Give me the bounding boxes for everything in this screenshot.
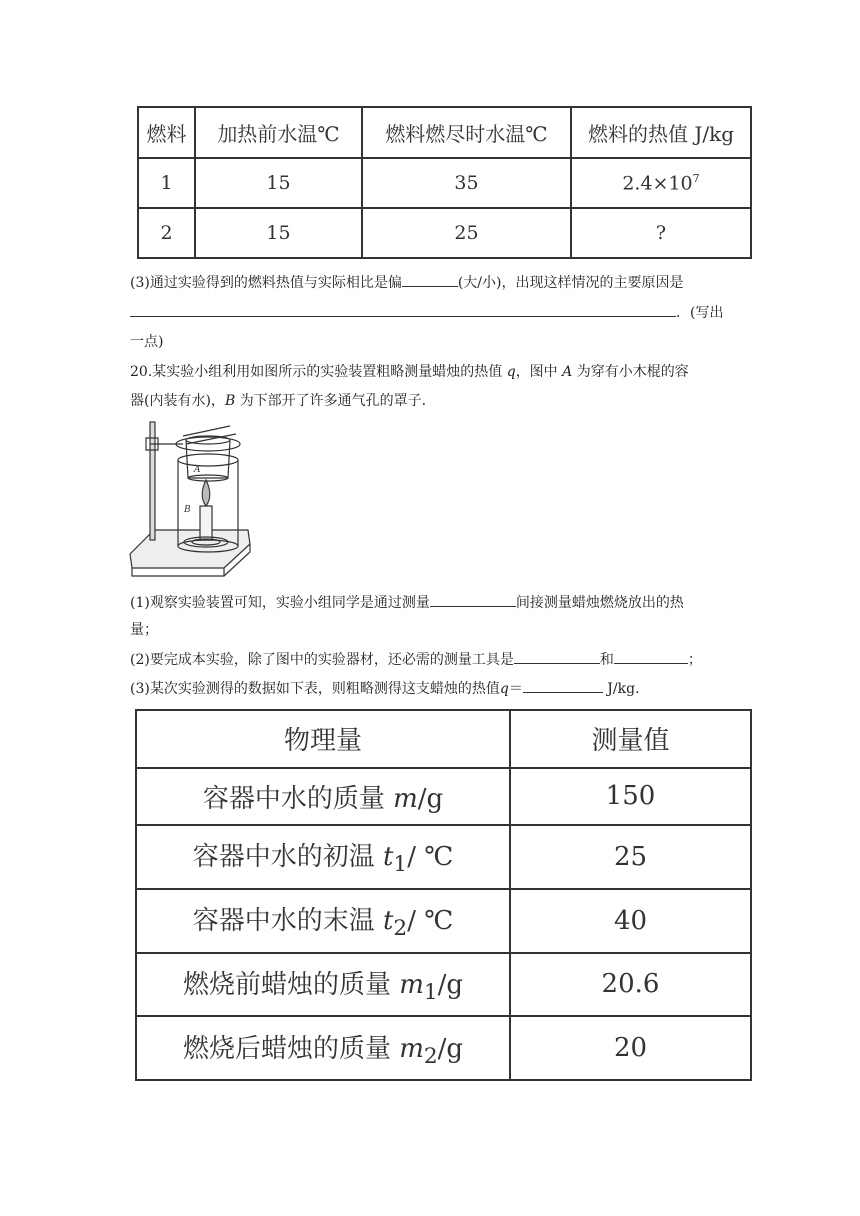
heat-value-mantissa: 2.4×10 (622, 172, 693, 195)
var-b: B (224, 393, 236, 409)
q20-text: 20.某实验小组利用如图所示的实验装置粗略测量蜡烛的热值 (130, 364, 503, 380)
quantity-unit: / ℃ (407, 906, 454, 937)
sub3-line (130, 678, 640, 699)
cell (571, 158, 751, 208)
apparatus-illustration (128, 418, 252, 582)
q3-text: (大/小)，出现这样情况的主要原因是 (457, 275, 684, 291)
cell: 1 (138, 158, 195, 208)
heat-value-exponent: 7 (692, 172, 700, 185)
sub3-text: (3)某次实验测得的数据如下表，则粗略测得这支蜡烛的热值 (130, 681, 500, 697)
quantity-unit: /g (437, 1033, 464, 1064)
quantity-symbol: m (399, 969, 424, 1000)
sub2-text: ； (687, 652, 702, 668)
cell: 35 (362, 158, 571, 208)
quantity-unit: /g (417, 783, 444, 814)
table-header-row (136, 710, 751, 768)
quantity-unit: / ℃ (407, 842, 454, 873)
q3-line-3 (130, 332, 163, 352)
quantity-unit: /g (437, 969, 464, 1000)
table-row (136, 889, 751, 953)
cell (136, 768, 510, 826)
sub2-text: (2)要完成本实验，除了图中的实验器材，还必需的测量工具是 (130, 652, 514, 668)
cell: 40 (510, 889, 751, 953)
header-final-temp: 燃料燃尽时水温℃ (362, 107, 571, 158)
answer-blank[interactable] (523, 678, 603, 693)
cell (136, 889, 510, 953)
cell: 25 (362, 208, 571, 258)
sub1-text: 量； (130, 622, 158, 638)
answer-blank[interactable] (402, 272, 458, 287)
cell (136, 1016, 510, 1080)
quantity-symbol: t (382, 842, 394, 873)
header-quantity: 物理量 (136, 710, 510, 768)
sub3-text: ＝ (508, 681, 523, 697)
q20-text: 为下部开了许多通气孔的罩子. (239, 393, 427, 409)
table-row (136, 825, 751, 889)
quantity-subscript: 2 (393, 916, 408, 942)
cell (136, 953, 510, 1017)
header-fuel: 燃料 (138, 107, 195, 158)
header-heat-value: 燃料的热值 J/kg (571, 107, 751, 158)
cell: 25 (510, 825, 751, 889)
quantity-label: 燃烧前蜡烛的质量 (182, 969, 400, 1000)
quantity-subscript: 1 (423, 979, 438, 1005)
q3-line-1 (130, 272, 683, 293)
quantity-subscript: 1 (393, 852, 408, 878)
fuel-table (137, 106, 752, 259)
sub3-text: J/kg. (602, 681, 640, 697)
sub1-line-1 (130, 592, 684, 613)
quantity-label: 容器中水的初温 (192, 842, 383, 873)
table-row (136, 953, 751, 1017)
var-q: q (499, 681, 509, 697)
quantity-label: 容器中水的末温 (192, 906, 383, 937)
q20-line-1 (130, 362, 689, 382)
q20-text: ，图中 (515, 364, 558, 380)
sub2-text: 和 (599, 652, 614, 668)
quantity-label: 容器中水的质量 (202, 783, 394, 814)
cell: 150 (510, 768, 751, 826)
var-a: A (562, 364, 573, 380)
answer-blank[interactable] (430, 592, 516, 607)
q3-text: 一点) (130, 334, 164, 350)
q20-text: 器(内装有水)， (130, 393, 225, 409)
header-value: 测量值 (510, 710, 751, 768)
cell: 2 (138, 208, 195, 258)
q3-line-2 (130, 302, 723, 323)
quantity-subscript: 2 (423, 1043, 438, 1069)
quantity-label: 燃烧后蜡烛的质量 (182, 1033, 400, 1064)
answer-blank[interactable] (514, 649, 600, 664)
quantity-symbol: m (393, 783, 418, 814)
header-initial-temp: 加热前水温℃ (195, 107, 362, 158)
cell: ? (571, 208, 751, 258)
answer-blank[interactable] (614, 649, 688, 664)
measurement-table (135, 709, 752, 1081)
sub1-text: (1)观察实验装置可知，实验小组同学是通过测量 (130, 595, 430, 611)
q3-text: ．(写出 (676, 305, 724, 321)
cell (136, 825, 510, 889)
quantity-symbol: t (382, 906, 394, 937)
q20-text: 为穿有小木棍的容 (576, 364, 689, 380)
apparatus-figure (128, 418, 252, 582)
q3-text: (3)通过实验得到的燃料热值与实际相比是偏 (130, 275, 402, 291)
quantity-symbol: m (399, 1033, 424, 1064)
var-q: q (506, 364, 516, 380)
sub1-line-2 (130, 620, 158, 640)
cell: 20 (510, 1016, 751, 1080)
table-header-row (138, 107, 751, 158)
cell: 15 (195, 208, 362, 258)
table-row (138, 158, 751, 208)
cell: 15 (195, 158, 362, 208)
label-b: B (184, 505, 191, 515)
table-row (138, 208, 751, 258)
cell: 20.6 (510, 953, 751, 1017)
table-row (136, 1016, 751, 1080)
q20-line-2 (130, 391, 426, 411)
label-a: A (194, 465, 201, 475)
table-row (136, 768, 751, 826)
sub1-text: 间接测量蜡烛燃烧放出的热 (515, 595, 684, 611)
answer-blank[interactable] (130, 302, 676, 317)
sub2-line (130, 649, 702, 670)
